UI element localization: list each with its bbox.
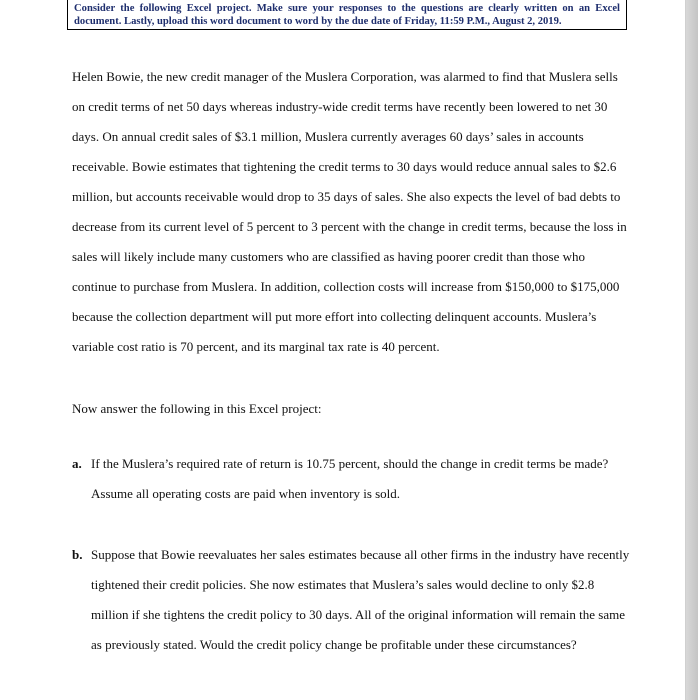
question-text: If the Muslera’s required rate of return is 10.75 percent, should the change in credit terms be made? Assume all operating costs are paid when inventory is sold. — [91, 456, 609, 501]
instructions-box — [67, 0, 627, 30]
instructions-intro: Now answer the following in this Excel project: — [72, 401, 322, 416]
instructions-text: Consider the following Excel project. Make sure your responses to the questions are clearly written on an Excel document. Lastly, upload this word document to word by the due date of Friday, 11:59 P.M., August 2, 2019. — [74, 3, 620, 27]
page-edge-shadow — [686, 0, 698, 700]
question-label: b. — [72, 547, 83, 562]
problem-paragraph: Helen Bowie, the new credit manager of the Muslera Corporation, was alarmed to find that Muslera sells on credit terms of net 50 days whereas industry-wide credit terms have recently been lowered to net 30 days. On annual credit sales of $3.1 million, Muslera currently averages 60 days’ sales in accounts receivable. Bowie estimates that tightening the credit terms to 30 days would reduce annual sales to $2.6 million, but accounts receivable would drop to 35 days of sales. She also expects the level of bad debts to decrease from its current level of 5 percent to 3 percent with the change in credit terms, because the loss in sales will likely include many customers who are classified as having poorer credit than those who continue to purchase from Muslera. In addition, collection costs will increase from $150,000 to $175,000 because the collection department will put more effort into collecting delinquent accounts. Muslera’s variable cost ratio is 70 percent, and its marginal tax rate is 40 percent. — [72, 69, 627, 354]
question-text: Suppose that Bowie reevaluates her sales estimates because all other firms in the industry have recently tightened their credit policies. She now estimates that Muslera’s sales would decline to only $2.8 million if she tightens the credit policy to 30 days. All of the original information will remain the same as previously stated. Would the credit policy change be profitable under these circumstances? — [91, 547, 630, 652]
question-label: a. — [72, 456, 82, 471]
